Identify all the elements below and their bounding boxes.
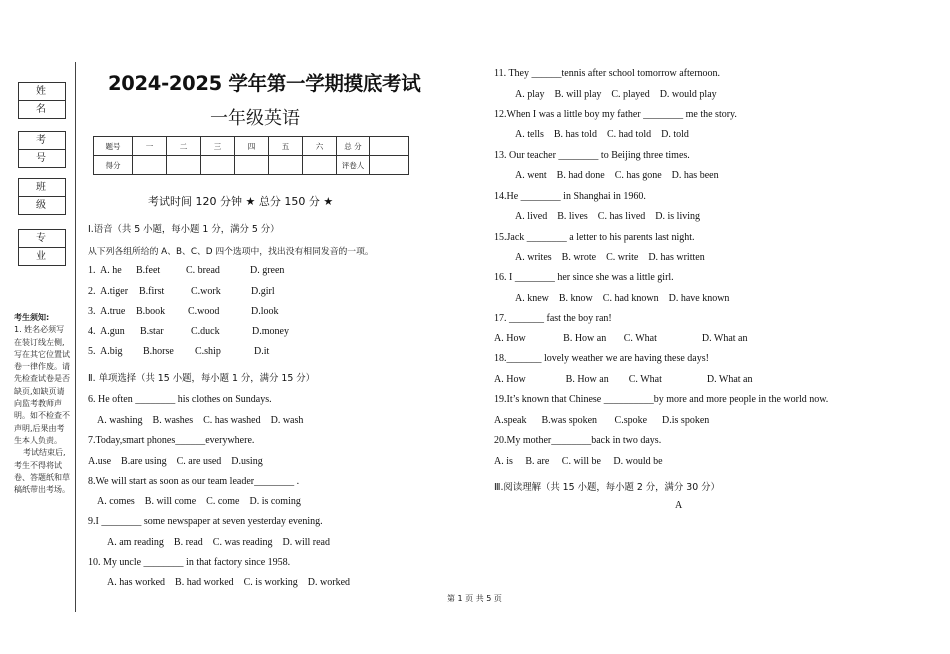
major-field[interactable] xyxy=(18,229,66,266)
q-number: 5. xyxy=(88,346,96,357)
score-header-cell: 六 xyxy=(303,137,337,156)
question-12-options: A. tells B. has told C. had told D. told xyxy=(515,129,689,140)
section3-title: Ⅲ.阅读理解（共 15 小题，每小题 2 分，满分 30 分） xyxy=(494,482,720,493)
score-header-cell: 题号 xyxy=(94,137,133,156)
option-a: A.gun xyxy=(100,326,125,337)
name-field[interactable] xyxy=(18,82,66,119)
exam-title: 2024-2025 学年第一学期摸底考试 xyxy=(108,72,421,95)
question-17: 17. _______ fast the boy ran! xyxy=(494,313,612,324)
question-8-options: A. comes B. will come C. come D. is coming xyxy=(97,496,301,507)
binding-line xyxy=(75,62,76,612)
q-number: 4. xyxy=(88,326,96,337)
candidate-notice xyxy=(14,312,70,496)
major-label: 专 业 xyxy=(19,230,65,248)
option-c: C.duck xyxy=(191,326,220,337)
notice-item-2: 考试结束后,考生不得将试卷、答题纸和草稿纸带出考场。 xyxy=(14,448,70,495)
option-b: B.feet xyxy=(136,265,161,276)
q-number: 3. xyxy=(88,306,96,317)
option-b: B.horse xyxy=(143,346,174,357)
score-header-cell: 二 xyxy=(167,137,201,156)
page-footer: 第 1 页 共 5 页 xyxy=(447,594,502,603)
option-d: D.it xyxy=(254,346,270,357)
grader-cell[interactable] xyxy=(370,156,409,175)
section1-title: Ⅰ.语音（共 5 小题，每小题 1 分，满分 5 分） xyxy=(88,224,280,235)
option-c: C.work xyxy=(191,286,221,297)
question-7: 7.Today,smart phones______everywhere. xyxy=(88,435,255,446)
class-label: 班 级 xyxy=(19,179,65,197)
score-header-cell: 四 xyxy=(235,137,269,156)
option-d: D.look xyxy=(251,306,279,317)
score-header-cell: 一 xyxy=(133,137,167,156)
option-c: C. bread xyxy=(186,265,220,276)
question-20: 20.My mother________back in two days. xyxy=(494,435,662,446)
option-d: D.money xyxy=(252,326,289,337)
question-11: 11. They ______tennis after school tomorrow afternoon. xyxy=(494,68,721,79)
section2-title: Ⅱ. 单项选择（共 15 小题，每小题 1 分，满分 15 分） xyxy=(88,373,316,384)
option-c: C.wood xyxy=(188,306,220,317)
question-4 xyxy=(88,326,289,337)
option-b: B.first xyxy=(139,286,165,297)
score-header-cell xyxy=(370,137,409,156)
question-1 xyxy=(88,265,285,276)
passage-label: A xyxy=(675,500,683,511)
score-cell[interactable] xyxy=(167,156,201,175)
question-17-options: A. How B. How an C. What D. What an xyxy=(494,333,748,344)
question-19: 19.It’s known that Chinese __________by more and more people in the world now. xyxy=(494,394,829,405)
question-9: 9.I ________ some newspaper at seven yesterday evening. xyxy=(88,516,323,527)
question-19-options: A.speak B.was spoken C.spoke D.is spoken xyxy=(494,415,710,426)
question-11-options: A. play B. will play C. played D. would play xyxy=(515,89,717,100)
exam-subtitle: 一年级英语 xyxy=(210,108,300,129)
score-row-label: 得分 xyxy=(94,156,133,175)
question-10-options: A. has worked B. had worked C. is working D. worked xyxy=(107,577,351,588)
option-c: C.ship xyxy=(195,346,221,357)
option-d: D.girl xyxy=(251,286,275,297)
exam-number-label: 考 号 xyxy=(19,132,65,150)
question-14-options: A. lived B. lives C. has lived D. is living xyxy=(515,211,700,222)
name-label: 姓 名 xyxy=(19,83,65,101)
question-15-options: A. writes B. wrote C. write D. has written xyxy=(515,252,705,263)
question-13-options: A. went B. had done C. has gone D. has been xyxy=(515,170,719,181)
question-14: 14.He ________ in Shanghai in 1960. xyxy=(494,191,646,202)
option-a: A.true xyxy=(100,306,126,317)
question-16: 16. I ________ her since she was a little girl. xyxy=(494,272,674,283)
question-9-options: A. am reading B. read C. was reading D. will read xyxy=(107,537,330,548)
question-7-options: A.use B.are using C. are used D.using xyxy=(88,456,263,467)
notice-item-1: 1. 姓名必须写在装订线左侧,写在其它位置试卷一律作废。请先检查试卷是否缺页,如缺页请向监考教师声明。如不检查不声明,后果由考生本人负责。 xyxy=(14,325,70,445)
score-header-cell: 总 分 xyxy=(337,137,370,156)
notice-title: 考生须知: xyxy=(14,313,50,322)
score-header-cell: 三 xyxy=(201,137,235,156)
score-cell[interactable] xyxy=(235,156,269,175)
option-b: B.book xyxy=(136,306,166,317)
score-table xyxy=(93,136,409,175)
q-number: 2. xyxy=(88,286,96,297)
class-field[interactable] xyxy=(18,178,66,215)
option-d: D. green xyxy=(250,265,285,276)
score-cell[interactable] xyxy=(201,156,235,175)
question-6: 6. He often ________ his clothes on Sundays. xyxy=(88,394,272,405)
grader-label: 评卷人 xyxy=(337,156,370,175)
question-2 xyxy=(88,286,275,297)
score-header-cell: 五 xyxy=(269,137,303,156)
q-number: 1. xyxy=(88,265,96,276)
exam-number-field[interactable] xyxy=(18,131,66,168)
option-a: A.big xyxy=(100,346,123,357)
question-18-options: A. How B. How an C. What D. What an xyxy=(494,374,753,385)
score-cell[interactable] xyxy=(303,156,337,175)
question-3 xyxy=(88,306,279,317)
score-cell[interactable] xyxy=(269,156,303,175)
question-13: 13. Our teacher ________ to Beijing three times. xyxy=(494,150,690,161)
option-b: B.star xyxy=(140,326,164,337)
question-10: 10. My uncle ________ in that factory since 1958. xyxy=(88,557,291,568)
question-15: 15.Jack ________ a letter to his parents last night. xyxy=(494,232,695,243)
question-16-options: A. knew B. know C. had known D. have known xyxy=(515,293,730,304)
option-a: A. he xyxy=(100,265,122,276)
question-8: 8.We will start as soon as our team leader________ . xyxy=(88,476,300,487)
section1-instruction: 从下列各组所给的 A、B、C、D 四个选项中，找出没有相同发音的一项。 xyxy=(88,247,374,257)
option-a: A.tiger xyxy=(100,286,129,297)
question-6-options: A. washing B. washes C. has washed D. wash xyxy=(97,415,304,426)
exam-info: 考试时间 120 分钟 ★ 总分 150 分 ★ xyxy=(148,195,334,208)
question-5 xyxy=(88,346,270,357)
question-18: 18._______ lovely weather we are having these days! xyxy=(494,353,709,364)
question-12: 12.When I was a little boy my father ________ me the story. xyxy=(494,109,737,120)
score-cell[interactable] xyxy=(133,156,167,175)
question-20-options: A. is B. are C. will be D. would be xyxy=(494,456,663,467)
